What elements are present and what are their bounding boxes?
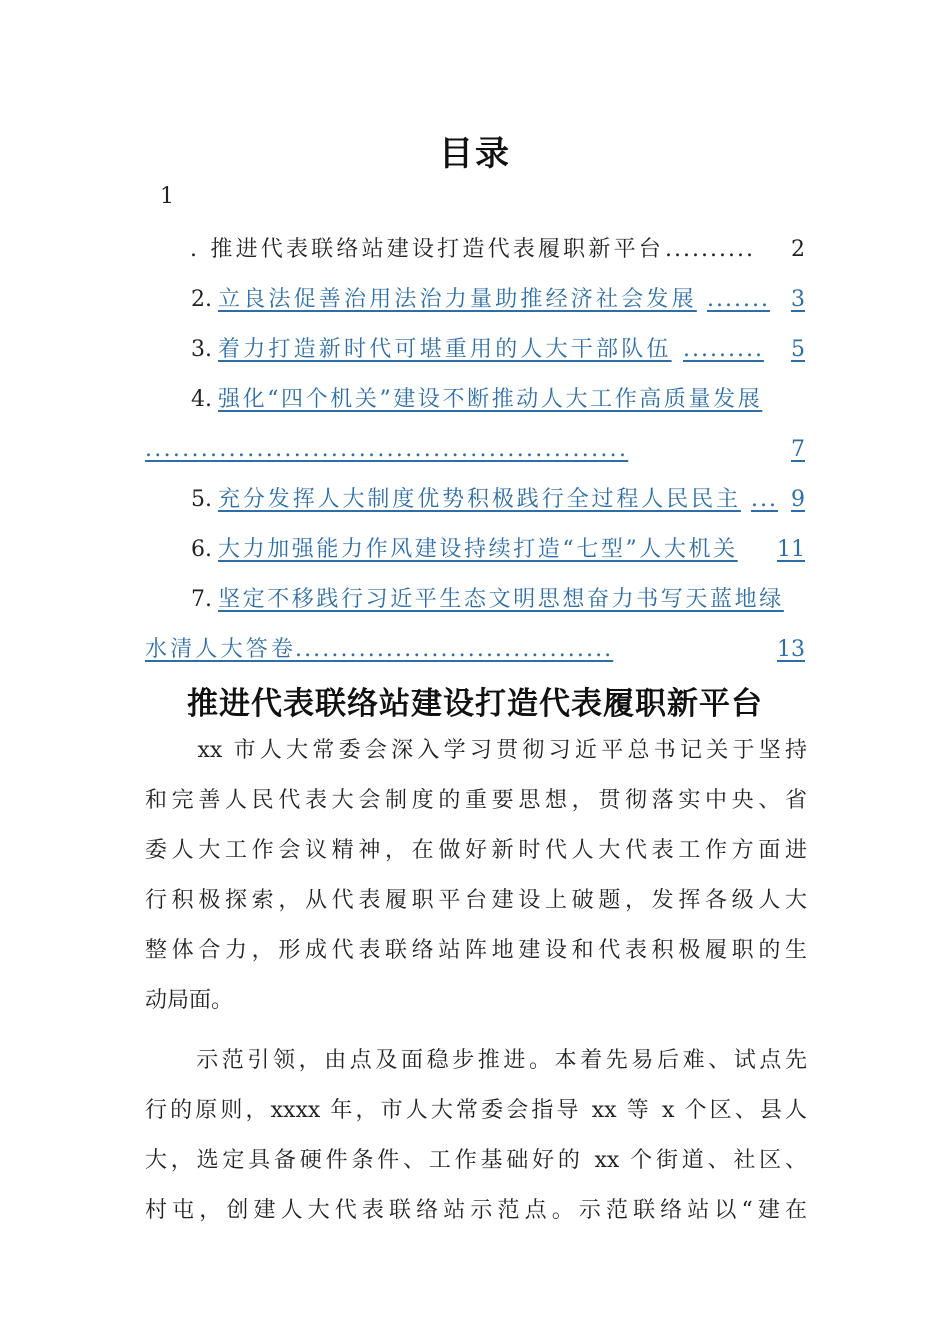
body-line: 示范引领，由点及面稳步推进。本着先易后难、试点先 <box>145 1048 807 1073</box>
toc-item-3[interactable] <box>145 330 805 370</box>
toc-lone-number: 1 <box>160 184 174 209</box>
toc-item-7[interactable] <box>145 580 805 620</box>
body-line: 和完善人民代表大会制度的重要思想，贯彻落实中央、省 <box>145 788 807 813</box>
toc-item-page: 9 <box>791 487 805 512</box>
toc-item-text: 水清人大答卷 <box>145 637 297 662</box>
body-line: xx 市人大常委会深入学习贯彻习近平总书记关于坚持 <box>145 738 807 763</box>
toc-item-4[interactable] <box>145 380 805 420</box>
toc-item-number: 5. <box>191 487 212 512</box>
toc-item-7-continuation[interactable] <box>145 630 805 670</box>
body-line: 动局面。 <box>145 988 234 1013</box>
toc-item-leader: ................................... <box>295 637 614 662</box>
toc-item-leader: ......... <box>683 337 764 362</box>
toc-title: 目录 <box>439 134 511 174</box>
toc-item-page: 13 <box>777 637 805 662</box>
toc-item-text: 强化“四个机关”建设不断推动人大工作高质量发展 <box>218 387 763 412</box>
toc-item-2[interactable] <box>145 280 805 320</box>
article-title: 推进代表联络站建设打造代表履职新平台 <box>187 686 763 722</box>
toc-item-text: 充分发挥人大制度优势积极践行全过程人民民主 <box>218 487 741 512</box>
toc-item-page: 3 <box>791 287 805 312</box>
toc-item-page: 11 <box>777 537 805 562</box>
body-line: 行积极探索，从代表履职平台建设上破题，发挥各级人大 <box>145 888 807 913</box>
toc-item-text: 坚定不移践行习近平生态文明思想奋力书写天蓝地绿 <box>218 587 784 612</box>
toc-item-text: 大力加强能力作风建设持续打造“七型”人大机关 <box>218 537 738 562</box>
toc-item-page: 5 <box>791 337 805 362</box>
toc-item-number: 7. <box>191 587 212 612</box>
toc-item-leader: ... <box>751 487 778 512</box>
toc-item-5[interactable] <box>145 480 805 520</box>
toc-item-page: 2 <box>791 237 805 262</box>
toc-item-6[interactable] <box>145 530 805 570</box>
toc-item-1[interactable] <box>145 230 805 270</box>
toc-item-number: 2. <box>191 287 212 312</box>
toc-item-leader: ....... <box>707 287 770 312</box>
toc-item-number: 3. <box>191 337 212 362</box>
toc-item-text: 着力打造新时代可堪重用的人大干部队伍 <box>218 337 672 362</box>
toc-item-leader: .................................................... <box>145 437 629 462</box>
toc-item-page: 7 <box>791 437 805 462</box>
body-line: 委人大工作会议精神，在做好新时代人大代表工作方面进 <box>145 838 807 863</box>
toc-item-leader: .......... <box>665 237 755 262</box>
toc-item-number: 4. <box>191 387 212 412</box>
toc-item-number: 6. <box>191 537 212 562</box>
body-line: 大，选定具备硬件条件、工作基础好的 xx 个街道、社区、 <box>145 1148 807 1173</box>
body-line: 行的原则，xxxx 年，市人大常委会指导 xx 等 x 个区、县人 <box>145 1098 807 1123</box>
toc-item-text: . 推进代表联络站建设打造代表履职新平台 <box>190 237 664 262</box>
body-line: 整体合力，形成代表联络站阵地建设和代表积极履职的生 <box>145 938 807 963</box>
body-line: 村屯，创建人大代表联络站示范点。示范联络站以“建在 <box>145 1198 807 1223</box>
toc-item-text: 立良法促善治用法治力量助推经济社会发展 <box>218 287 697 312</box>
toc-item-4-continuation[interactable] <box>145 430 805 470</box>
